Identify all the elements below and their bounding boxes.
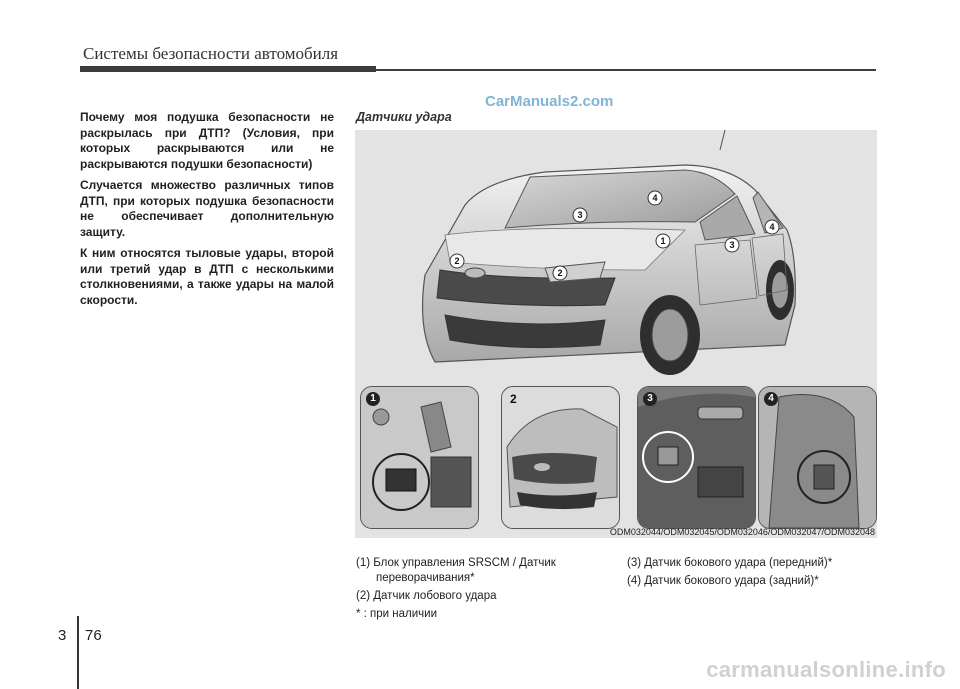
inset-4-seat-side	[758, 386, 877, 529]
caption-2: (2) Датчик лобового удара	[356, 590, 497, 602]
marker-2b: 2	[557, 268, 563, 278]
page-chapter: 3	[58, 627, 67, 644]
sensor-figure	[355, 130, 877, 538]
marker-3a: 3	[577, 210, 583, 220]
marker-4b: 4	[769, 222, 775, 232]
header-rule-thick	[80, 66, 376, 72]
marker-4a: 4	[652, 193, 658, 203]
marker-1: 1	[660, 236, 666, 246]
inset-2-front-sensor	[501, 386, 620, 529]
console-illustration	[361, 387, 478, 528]
caption-3: (3) Датчик бокового удара (передний)*	[627, 557, 833, 569]
page-header-title: Системы безопасности автомобиля	[83, 44, 339, 63]
inset-3-door-front	[637, 386, 756, 529]
car-front-illustration	[502, 387, 619, 528]
top-watermark: CarManuals2.com	[485, 93, 614, 110]
caption-right	[627, 556, 882, 589]
paragraph-2: К ним относятся тыловые удары, второй или третий удар в ДТП с несколькими столкновениями, а также удары на малой скорости.	[80, 246, 334, 307]
marker-2a: 2	[454, 256, 460, 266]
footer-watermark: carmanualsonline.info	[706, 657, 946, 682]
caption-left	[356, 556, 618, 622]
header-rule-thin	[376, 69, 876, 71]
left-column-text	[80, 110, 334, 314]
marker-3b: 3	[729, 240, 735, 250]
caption-1-line1: (1) Блок управления SRSCM / Датчик	[356, 557, 556, 569]
inset-1-srscm	[360, 386, 479, 529]
door-panel-illustration	[638, 387, 755, 528]
page-number: 76	[85, 627, 102, 644]
inset-4-label: 4	[764, 392, 778, 406]
caption-1-line2: переворачивания*	[376, 572, 475, 584]
question-heading: Почему моя подушка безопасности не раскрылась при ДТП? (Условия, при которых раскрываются или не раскрываются подушки безопасности)	[80, 110, 334, 171]
caption-4: (4) Датчик бокового удара (задний)*	[627, 575, 819, 587]
seat-illustration	[759, 387, 876, 528]
inset-2-label: 2	[510, 392, 517, 406]
car-illustration	[355, 130, 877, 386]
section-title: Датчики удара	[356, 110, 452, 124]
figure-code: ODM032044/ODM032045/ODM032046/ODM032047/ODM032048	[609, 527, 875, 537]
caption-note: * : при наличии	[356, 608, 438, 620]
inset-1-label: 1	[366, 392, 380, 406]
page-number-separator	[77, 616, 79, 689]
inset-3-label: 3	[643, 392, 657, 406]
paragraph-1: Случается множество различных типов ДТП, при которых подушка безопасности не обеспечивает дополнительную защиту.	[80, 178, 334, 239]
